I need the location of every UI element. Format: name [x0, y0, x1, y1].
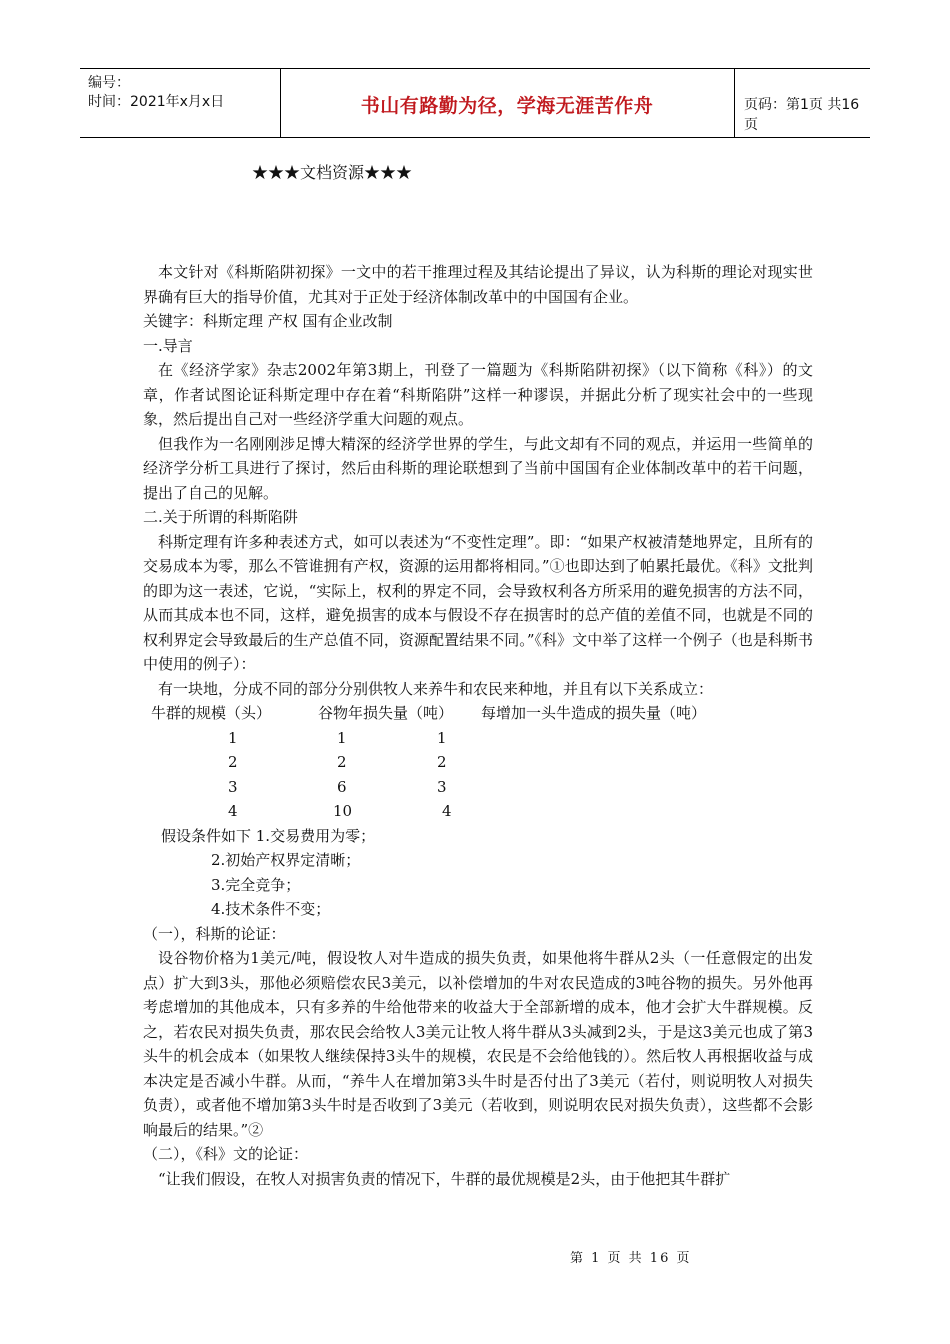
table-cell: 4 — [442, 802, 452, 820]
intro-paragraph-1: 在《经济学家》杂志2002年第3期上，刊登了一篇题为《科斯陷阱初探》（以下简称《科》）的文章，作者试图论证科斯定理中存在着“科斯陷阱”这样一种谬误，并据此分析了现实社会中的一些现象，然后提出自己对一些经济学重大问题的观点。 — [143, 361, 813, 428]
table-row — [143, 775, 813, 800]
section-heading-intro: 一.导言 — [143, 336, 193, 355]
document-number-label: 编号： — [88, 75, 130, 91]
subsection-heading-coase: （一），科斯的论证： — [143, 924, 286, 943]
assumption-line: 假设条件如下 1.交易费用为零； — [161, 826, 376, 845]
section-heading-coase-trap: 二.关于所谓的科斯陷阱 — [143, 508, 298, 526]
table-cell: 3 — [228, 777, 238, 796]
ke-argument-paragraph: “让我们假设，在牧人对损害负责的情况下，牛群的最优规模是2头，由于他把其牛群扩 — [158, 1169, 731, 1188]
table-cell: 6 — [337, 777, 347, 796]
table-row — [143, 726, 813, 751]
example-intro-paragraph: 有一块地，分成不同的部分分别供牧人来养牛和农民来种地，并且有以下关系成立： — [158, 679, 714, 698]
table-header-row — [143, 701, 813, 726]
header-left-cell — [80, 69, 281, 137]
intro-paragraph-2: 但我作为一名刚刚涉足博大精深的经济学世界的学生，与此文却有不同的观点，并运用一些简单的经济学分析工具进行了探讨，然后由科斯的理论联想到了当前中国国有企业体制改革中的若干问题，提出了自己的见解。 — [143, 434, 813, 502]
page-header — [80, 68, 870, 138]
table-cell: 1 — [228, 728, 238, 747]
coase-theorem-paragraph: 科斯定理有许多种表述方式，如可以表述为“不变性定理”。即：“如果产权被清楚地界定，且所有的交易成本为零，那么不管谁拥有产权，资源的运用都将相同。”①也即达到了帕累托最优。《科》文批判的即为这一表述，它说，“实际上，权利的界定不同，会导致权利各方所采用的避免损害的方法不同，从而其成本也不同，这样，避免损害的成本与假设不存在损害时的总产值的差值不同，也就是不同的权利界定会导致最后的生产总值不同，资源配置结果不同。”《科》文中举了这样一个例子（也是科斯书中使用的例子）： — [143, 532, 813, 673]
keywords-line: 关键字：科斯定理 产权 国有企业改制 — [143, 312, 393, 330]
header-page-cell — [734, 69, 870, 137]
table-header-herd-size: 牛群的规模（头） — [151, 704, 272, 722]
assumption-line: 2.初始产权界定清晰； — [211, 851, 361, 869]
header-motto-cell — [280, 69, 735, 137]
table-cell: 1 — [337, 728, 347, 747]
table-row — [143, 750, 813, 775]
table-cell: 10 — [333, 802, 353, 820]
header-motto: 书山有路勤为径，学海无涯苦作舟 — [360, 95, 654, 117]
coase-argument-paragraph: 设谷物价格为1美元/吨，假设牧人对牛造成的损失负责，如果他将牛群从2头（一任意假定的出发点）扩大到3头，那他必须赔偿农民3美元，以补偿增加的牛对农民造成的3吨谷物的损失。另外他再考虑增加的其他成本，只有多养的牛给他带来的收益大于全部新增的成本，他才会扩大牛群规模。反之，若农民对损失负责，那农民会给牧人3美元让牧人将牛群从3头减到2头，于是这3美元也成了第3头牛的机会成本（如果牧人继续保持3头牛的规模，农民是不会给他钱的）。然后牧人再根据收益与成本决定是否减小牛群。从而，“养牛人在增加第3头牛时是否付出了3美元（若付，则说明牧人对损失负责），或者他不增加第3头牛时是否收到了3美元（若收到，则说明农民对损失负责），这些都不会影响最后的结果。”② — [143, 949, 813, 1139]
subsection-heading-ke: （二），《科》文的论证： — [143, 1145, 309, 1163]
table-cell: 2 — [228, 753, 238, 771]
assumption-line: 3.完全竞争； — [211, 875, 301, 894]
abstract-paragraph: 本文针对《科斯陷阱初探》一文中的若干推理过程及其结论提出了异议，认为科斯的理论对现实世界确有巨大的指导价值，尤其对于正处于经济体制改革中的中国国有企业。 — [143, 263, 813, 306]
table-cell: 2 — [337, 753, 347, 771]
document-body — [143, 260, 813, 1191]
document-date: 时间：2021年x月x日 — [88, 94, 225, 110]
resource-banner: ★★★文档资源★★★ — [252, 163, 413, 182]
header-page-info: 页码：第1页 共16页 — [744, 97, 860, 133]
table-cell: 2 — [437, 753, 447, 771]
table-header-marginal-loss: 每增加一头牛造成的损失量（吨） — [481, 704, 707, 722]
table-header-crop-loss: 谷物年损失量（吨） — [318, 704, 454, 722]
table-cell: 3 — [437, 777, 447, 796]
table-cell: 4 — [228, 802, 238, 820]
page-footer: 第 1 页 共 16 页 — [570, 1251, 692, 1266]
assumption-line: 4.技术条件不变； — [211, 900, 331, 918]
table-cell: 1 — [437, 728, 447, 747]
table-row — [143, 799, 813, 824]
